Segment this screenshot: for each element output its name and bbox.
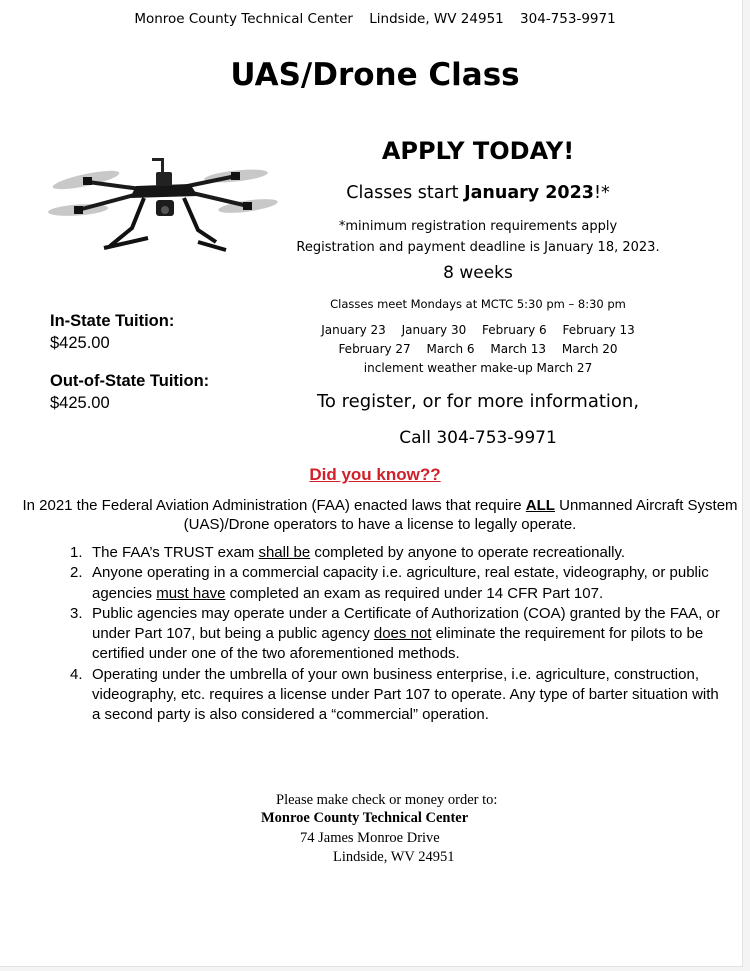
call-phone-line: Call 304-753-9971 xyxy=(399,428,557,448)
list-item-text-end: completed by anyone to operate recreationally. xyxy=(310,544,626,561)
list-item-number: 1. xyxy=(70,544,83,561)
did-you-know-heading: Did you know?? xyxy=(309,465,441,484)
list-item-text: Operating under the umbrella of your own business enterprise, i.e. agriculture, construction, videography, etc. requires a license under Part 107 to operate. Any type of barter situation with a second party is also considered a “commercial” operation. xyxy=(92,665,719,724)
list-item-text-end: completed an exam as required under 14 CFR Part 107. xyxy=(225,584,604,602)
payment-payee-name: Monroe County Technical Center xyxy=(261,810,469,826)
apply-heading: APPLY TODAY! xyxy=(381,137,575,165)
payment-address-line-2: Lindside, WV 24951 xyxy=(333,849,455,865)
list-item-text-end: eliminate the requirement for pilots to be certified under one of the two aforementioned methods. xyxy=(92,625,704,663)
list-item-text: Public agencies may operate under a Certificate of Authorization (COA) granted by the FAA, or under Part 107, but being a public agency xyxy=(92,604,720,643)
list-item xyxy=(70,563,720,604)
list-item-text: The FAA’s TRUST exam xyxy=(92,544,259,561)
header-org: Monroe County Technical Center xyxy=(134,11,353,27)
list-item-underline: must have xyxy=(156,584,226,602)
list-item-underline: shall be xyxy=(258,544,311,561)
class-date: February 13 xyxy=(562,323,635,337)
meeting-schedule: Classes meet Mondays at MCTC 5:30 pm – 8:30 pm xyxy=(330,297,626,311)
intro-emphasis: ALL xyxy=(525,497,555,514)
faa-intro-paragraph xyxy=(0,496,750,534)
class-date: March 6 xyxy=(426,342,475,356)
payment-address-line-1: 74 James Monroe Drive xyxy=(300,830,440,846)
in-state-tuition-label: In-State Tuition: xyxy=(50,312,175,330)
in-state-tuition-price: $425.00 xyxy=(50,334,110,352)
header-city: Lindside, WV 24951 xyxy=(369,11,504,27)
list-item-number: 4. xyxy=(70,665,83,683)
course-duration: 8 weeks xyxy=(443,263,513,283)
minimum-requirements-note: *minimum registration requirements apply xyxy=(338,219,618,234)
class-date: March 13 xyxy=(490,342,547,356)
classes-start-line xyxy=(276,183,680,203)
page-title: UAS/Drone Class xyxy=(230,57,520,93)
class-date: February 27 xyxy=(338,342,411,356)
class-date: March 20 xyxy=(561,342,618,356)
list-item-number: 2. xyxy=(70,564,83,582)
list-item xyxy=(70,604,720,665)
class-dates-row-1 xyxy=(276,323,680,337)
out-of-state-tuition-label: Out-of-State Tuition: xyxy=(50,372,210,390)
list-item xyxy=(70,543,720,563)
class-date: January 23 xyxy=(321,323,386,337)
header-contact-line xyxy=(0,11,750,27)
list-item-number: 3. xyxy=(70,604,83,622)
classes-start-suffix: !* xyxy=(593,183,610,203)
list-item xyxy=(70,665,720,726)
classes-start-date: January 2023 xyxy=(464,183,594,203)
weather-makeup-note: inclement weather make-up March 27 xyxy=(363,361,593,375)
list-item-underline: does not xyxy=(373,625,432,643)
class-dates-row-2 xyxy=(276,342,680,356)
deadline-note: Registration and payment deadline is January 18, 2023. xyxy=(296,240,660,255)
class-date: January 30 xyxy=(401,323,467,337)
faa-rules-list xyxy=(70,543,720,726)
payment-instructions: Please make check or money order to: xyxy=(276,792,498,808)
list-item-text: Anyone operating in a commercial capacity i.e. agriculture, real estate, videography, or public agencies xyxy=(92,564,709,602)
class-date: February 6 xyxy=(482,323,547,337)
classes-start-prefix: Classes start xyxy=(346,183,465,203)
header-phone: 304-753-9971 xyxy=(520,11,616,27)
out-of-state-tuition-price: $425.00 xyxy=(50,394,110,412)
intro-text-start: In 2021 the Federal Aviation Administration (FAA) enacted laws that require xyxy=(22,497,526,514)
quadcopter-drone-icon xyxy=(48,150,278,265)
register-info-line: To register, or for more information, xyxy=(316,391,640,412)
intro-text-end: Unmanned Aircraft System (UAS)/Drone operators to have a license to legally operate. xyxy=(183,497,738,533)
